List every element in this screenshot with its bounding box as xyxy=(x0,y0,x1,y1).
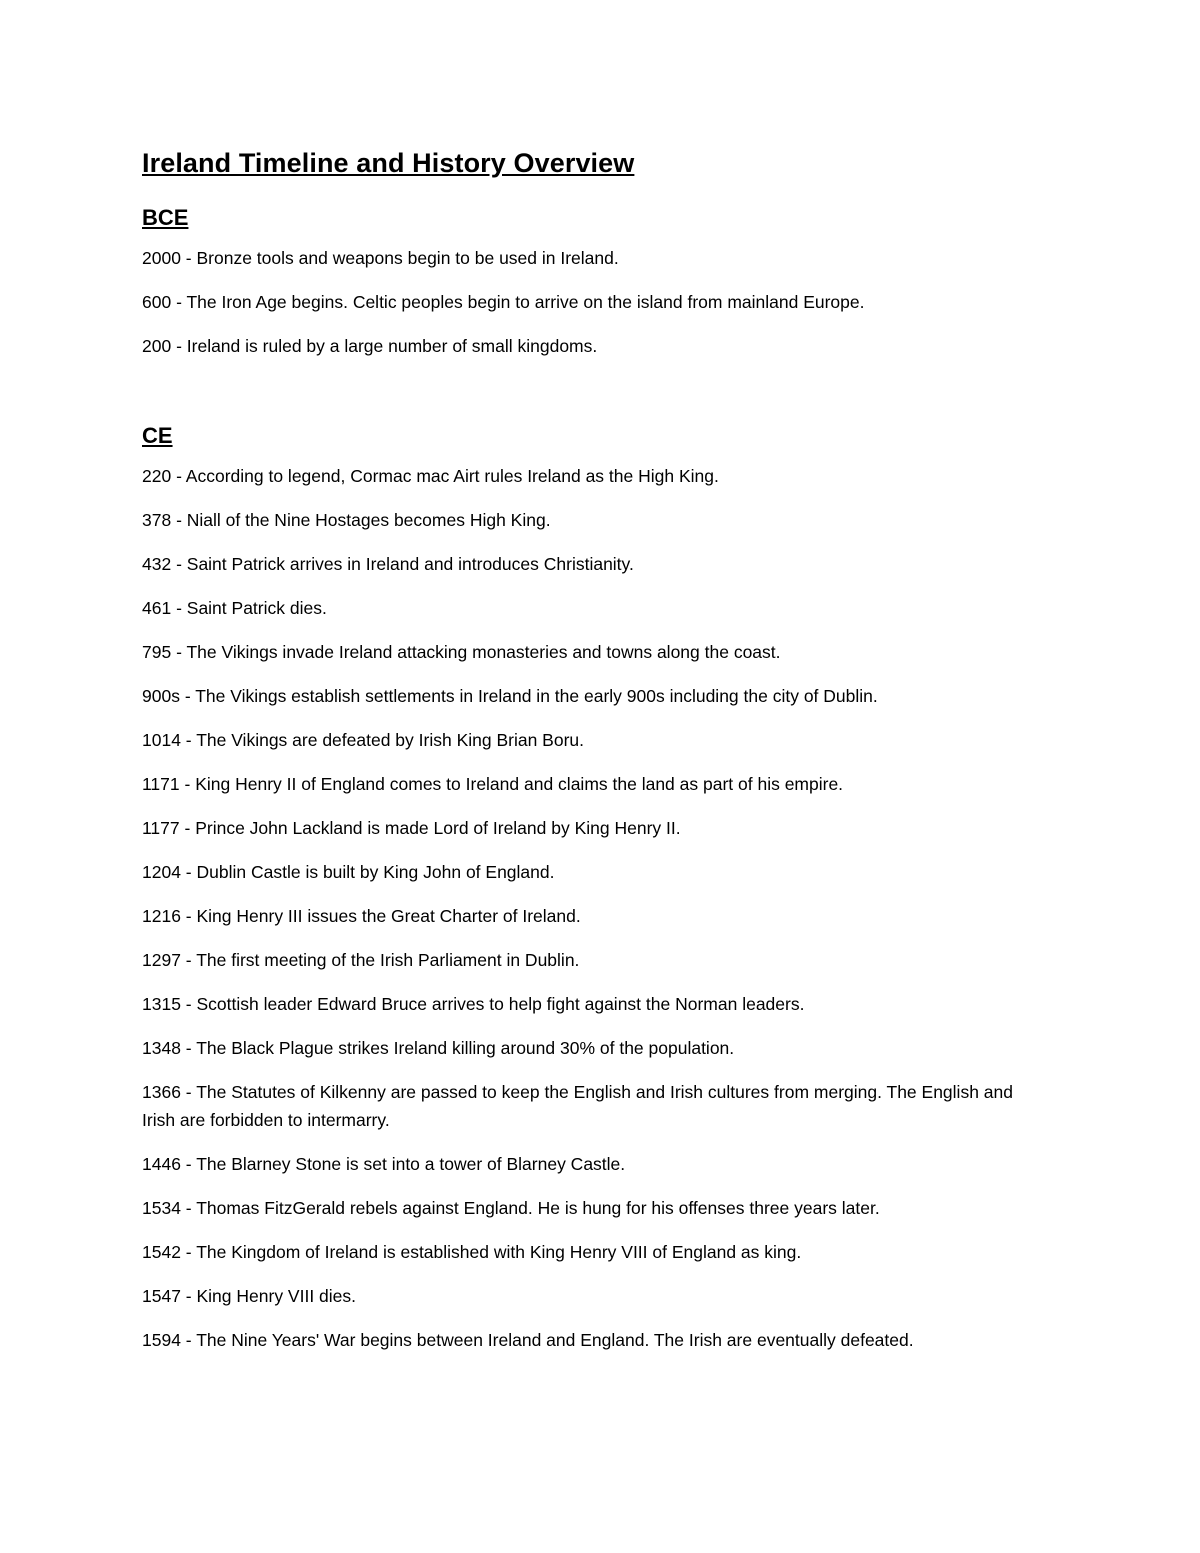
entry-year: 2000 xyxy=(142,248,181,268)
entry-year: 1348 xyxy=(142,1038,181,1058)
entry-description: The Vikings are defeated by Irish King Brian Boru. xyxy=(196,730,584,750)
timeline-entry xyxy=(142,550,1032,578)
entry-year: 1216 xyxy=(142,906,181,926)
entry-description: Thomas FitzGerald rebels against England. He is hung for his offenses three years later. xyxy=(196,1198,880,1218)
entry-year: 1297 xyxy=(142,950,181,970)
entry-year: 1014 xyxy=(142,730,181,750)
timeline-list-bce xyxy=(142,244,1032,360)
entry-description: King Henry III issues the Great Charter of Ireland. xyxy=(196,906,581,926)
entry-year: 1542 xyxy=(142,1242,181,1262)
entry-description: The Blarney Stone is set into a tower of Blarney Castle. xyxy=(196,1154,626,1174)
timeline-entry xyxy=(142,288,1032,316)
entry-separator: - xyxy=(179,686,196,706)
timeline-entry xyxy=(142,1078,1032,1134)
entry-year: 461 xyxy=(142,598,172,618)
timeline-entry xyxy=(142,462,1032,490)
entry-year: 1204 xyxy=(142,862,181,882)
timeline-entry xyxy=(142,1326,1032,1354)
timeline-entry xyxy=(142,726,1032,754)
timeline-entry xyxy=(142,1194,1032,1222)
entry-description: Prince John Lackland is made Lord of Ireland by King Henry II. xyxy=(195,818,681,838)
timeline-entry xyxy=(142,682,1032,710)
entry-year: 600 xyxy=(142,292,172,312)
timeline-entry xyxy=(142,1034,1032,1062)
entry-description: The first meeting of the Irish Parliament in Dublin. xyxy=(196,950,580,970)
document-page xyxy=(142,140,1032,1370)
entry-description: Niall of the Nine Hostages becomes High King. xyxy=(186,510,551,530)
timeline-entry xyxy=(142,946,1032,974)
entry-description: King Henry VIII dies. xyxy=(196,1286,357,1306)
entry-separator: - xyxy=(180,1242,197,1262)
entry-separator: - xyxy=(171,466,186,486)
timeline-entry xyxy=(142,244,1032,272)
entry-year: 220 xyxy=(142,466,172,486)
entry-separator: - xyxy=(171,598,187,618)
timeline-entry xyxy=(142,638,1032,666)
entry-description: Dublin Castle is built by King John of England. xyxy=(196,862,555,882)
entry-separator: - xyxy=(179,774,196,794)
entry-separator: - xyxy=(180,1154,197,1174)
entry-separator: - xyxy=(171,336,187,356)
entry-description: Saint Patrick arrives in Ireland and introduces Christianity. xyxy=(186,554,634,574)
timeline-entry xyxy=(142,990,1032,1018)
entry-separator: - xyxy=(171,554,187,574)
entry-separator: - xyxy=(180,994,197,1014)
entry-year: 1177 xyxy=(142,818,180,838)
page-title: Ireland Timeline and History Overview xyxy=(142,148,635,178)
entry-year: 795 xyxy=(142,642,172,662)
timeline-entry xyxy=(142,770,1032,798)
entry-description: King Henry II of England comes to Ireland and claims the land as part of his empire. xyxy=(195,774,844,794)
entry-description: The Vikings invade Ireland attacking monasteries and towns along the coast. xyxy=(186,642,781,662)
entry-separator: - xyxy=(180,1038,197,1058)
entry-description: The Nine Years' War begins between Ireland and England. The Irish are eventually defeated. xyxy=(196,1330,914,1350)
entry-separator: - xyxy=(180,906,197,926)
entry-separator: - xyxy=(180,1286,197,1306)
entry-description: Bronze tools and weapons begin to be used in Ireland. xyxy=(196,248,619,268)
timeline-entry xyxy=(142,902,1032,930)
entry-separator: - xyxy=(180,862,197,882)
timeline-entry xyxy=(142,594,1032,622)
entry-year: 1171 xyxy=(142,774,180,794)
entry-description: Saint Patrick dies. xyxy=(186,598,327,618)
entry-separator: - xyxy=(180,1198,197,1218)
entry-separator: - xyxy=(179,818,196,838)
entry-separator: - xyxy=(180,1082,197,1102)
entry-year: 900s xyxy=(142,686,180,706)
entry-description: Scottish leader Edward Bruce arrives to help fight against the Norman leaders. xyxy=(196,994,805,1014)
timeline-entry xyxy=(142,1238,1032,1266)
entry-description: According to legend, Cormac mac Airt rules Ireland as the High King. xyxy=(185,466,719,486)
entry-description: Ireland is ruled by a large number of small kingdoms. xyxy=(186,336,598,356)
timeline-entry xyxy=(142,332,1032,360)
entry-separator: - xyxy=(180,1330,197,1350)
entry-description: The Kingdom of Ireland is established with King Henry VIII of England as king. xyxy=(196,1242,802,1262)
section-heading-ce: CE xyxy=(142,423,173,448)
timeline-entry xyxy=(142,814,1032,842)
entry-year: 200 xyxy=(142,336,172,356)
entry-year: 1547 xyxy=(142,1286,181,1306)
entry-separator: - xyxy=(180,950,197,970)
entry-description: The Vikings establish settlements in Ireland in the early 900s including the city of Dublin. xyxy=(195,686,878,706)
entry-description: The Black Plague strikes Ireland killing around 30% of the population. xyxy=(196,1038,735,1058)
entry-separator: - xyxy=(180,730,197,750)
entry-separator: - xyxy=(180,248,197,268)
section-heading-bce: BCE xyxy=(142,205,189,230)
timeline-entry xyxy=(142,1282,1032,1310)
entry-separator: - xyxy=(171,510,187,530)
entry-separator: - xyxy=(171,642,187,662)
entry-year: 1534 xyxy=(142,1198,181,1218)
entry-year: 432 xyxy=(142,554,172,574)
timeline-entry xyxy=(142,1150,1032,1178)
timeline-entry xyxy=(142,506,1032,534)
timeline-entry xyxy=(142,858,1032,886)
entry-year: 1446 xyxy=(142,1154,181,1174)
entry-year: 1366 xyxy=(142,1082,181,1102)
entry-year: 1315 xyxy=(142,994,181,1014)
entry-year: 1594 xyxy=(142,1330,181,1350)
entry-year: 378 xyxy=(142,510,172,530)
entry-separator: - xyxy=(171,292,187,312)
entry-description: The Statutes of Kilkenny are passed to keep the English and Irish cultures from merging. The English and Irish are forbidden to intermarry. xyxy=(142,1082,1013,1130)
entry-description: The Iron Age begins. Celtic peoples begin to arrive on the island from mainland Europe. xyxy=(186,292,865,312)
timeline-list-ce xyxy=(142,462,1032,1354)
